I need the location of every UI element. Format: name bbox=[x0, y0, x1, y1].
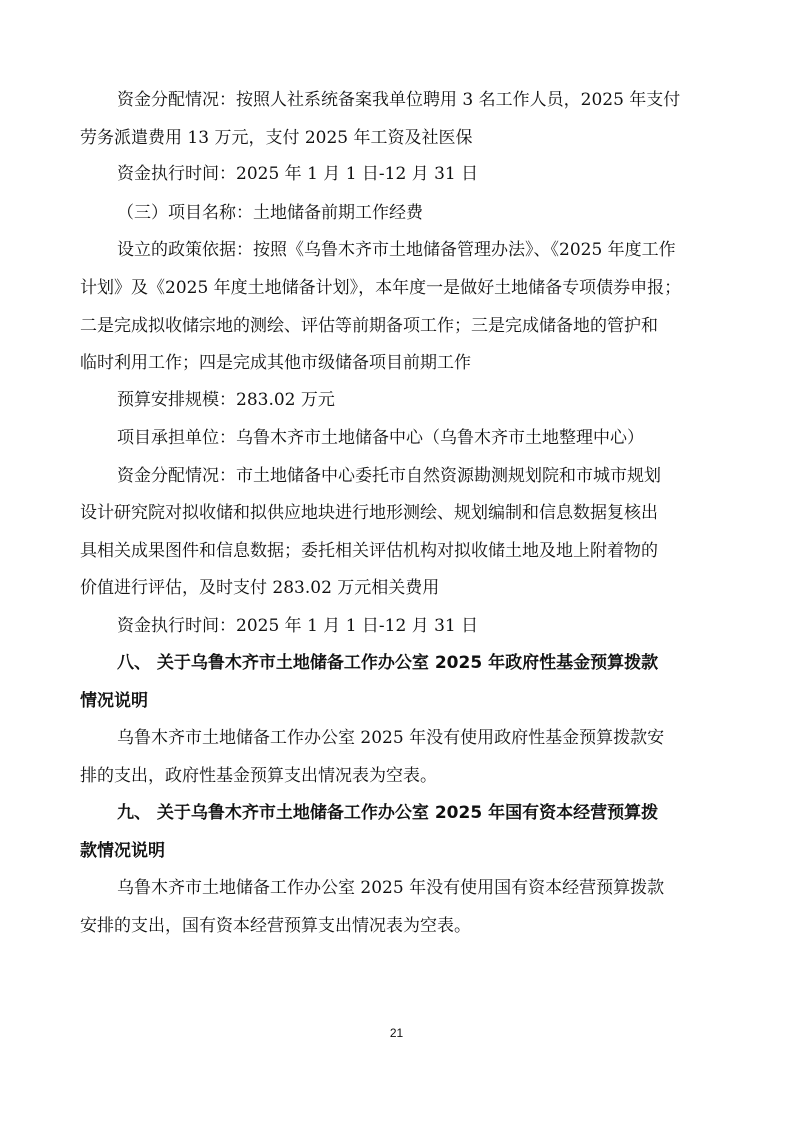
section-heading: 情况说明 bbox=[80, 691, 148, 711]
page-number: 21 bbox=[389, 1026, 404, 1040]
paragraph-line: 预算安排规模：283.02 万元 bbox=[117, 390, 335, 410]
paragraph-line: 资金执行时间：2025 年 1 月 1 日-12 月 31 日 bbox=[117, 164, 479, 184]
paragraph-line: 具相关成果图件和信息数据；委托相关评估机构对拟收储土地及地上附着物的 bbox=[80, 541, 658, 561]
section-heading: 九、 关于乌鲁木齐市土地储备工作办公室 2025 年国有资本经营预算拨 bbox=[117, 803, 659, 823]
paragraph-line: 资金分配情况：市土地储备中心委托市自然资源勘测规划院和市城市规划 bbox=[117, 466, 661, 486]
paragraph-line: 乌鲁木齐市土地储备工作办公室 2025 年没有使用国有资本经营预算拨款 bbox=[117, 878, 665, 898]
paragraph-line: 项目承担单位：乌鲁木齐市土地储备中心（乌鲁木齐市土地整理中心） bbox=[117, 428, 644, 448]
paragraph-line: 乌鲁木齐市土地储备工作办公室 2025 年没有使用政府性基金预算拨款安 bbox=[117, 728, 665, 748]
paragraph-line: 资金执行时间：2025 年 1 月 1 日-12 月 31 日 bbox=[117, 616, 479, 636]
paragraph-line: 排的支出，政府性基金预算支出情况表为空表。 bbox=[80, 766, 437, 786]
paragraph-line: 价值进行评估，及时支付 283.02 万元相关费用 bbox=[80, 578, 440, 598]
section-heading: 款情况说明 bbox=[80, 841, 165, 861]
paragraph-line: （三）项目名称：土地储备前期工作经费 bbox=[117, 203, 423, 223]
section-heading: 八、 关于乌鲁木齐市土地储备工作办公室 2025 年政府性基金预算拨款 bbox=[117, 653, 659, 673]
paragraph-line: 二是完成拟收储宗地的测绘、评估等前期备项工作；三是完成储备地的管护和 bbox=[80, 316, 658, 336]
paragraph-line: 资金分配情况：按照人社系统备案我单位聘用 3 名工作人员，2025 年支付 bbox=[117, 90, 681, 110]
paragraph-line: 劳务派遣费用 13 万元，支付 2025 年工资及社医保 bbox=[80, 128, 473, 148]
paragraph-line: 设立的政策依据：按照《乌鲁木齐市土地储备管理办法》、《2025 年度工作 bbox=[117, 240, 676, 260]
paragraph-line: 临时利用工作；四是完成其他市级储备项目前期工作 bbox=[80, 353, 471, 373]
paragraph-line: 安排的支出，国有资本经营预算支出情况表为空表。 bbox=[80, 916, 471, 936]
paragraph-line: 计划》及《2025 年度土地储备计划》，本年度一是做好土地储备专项债券申报； bbox=[80, 278, 682, 298]
paragraph-line: 设计研究院对拟收储和拟供应地块进行地形测绘、规划编制和信息数据复核出 bbox=[80, 503, 658, 523]
